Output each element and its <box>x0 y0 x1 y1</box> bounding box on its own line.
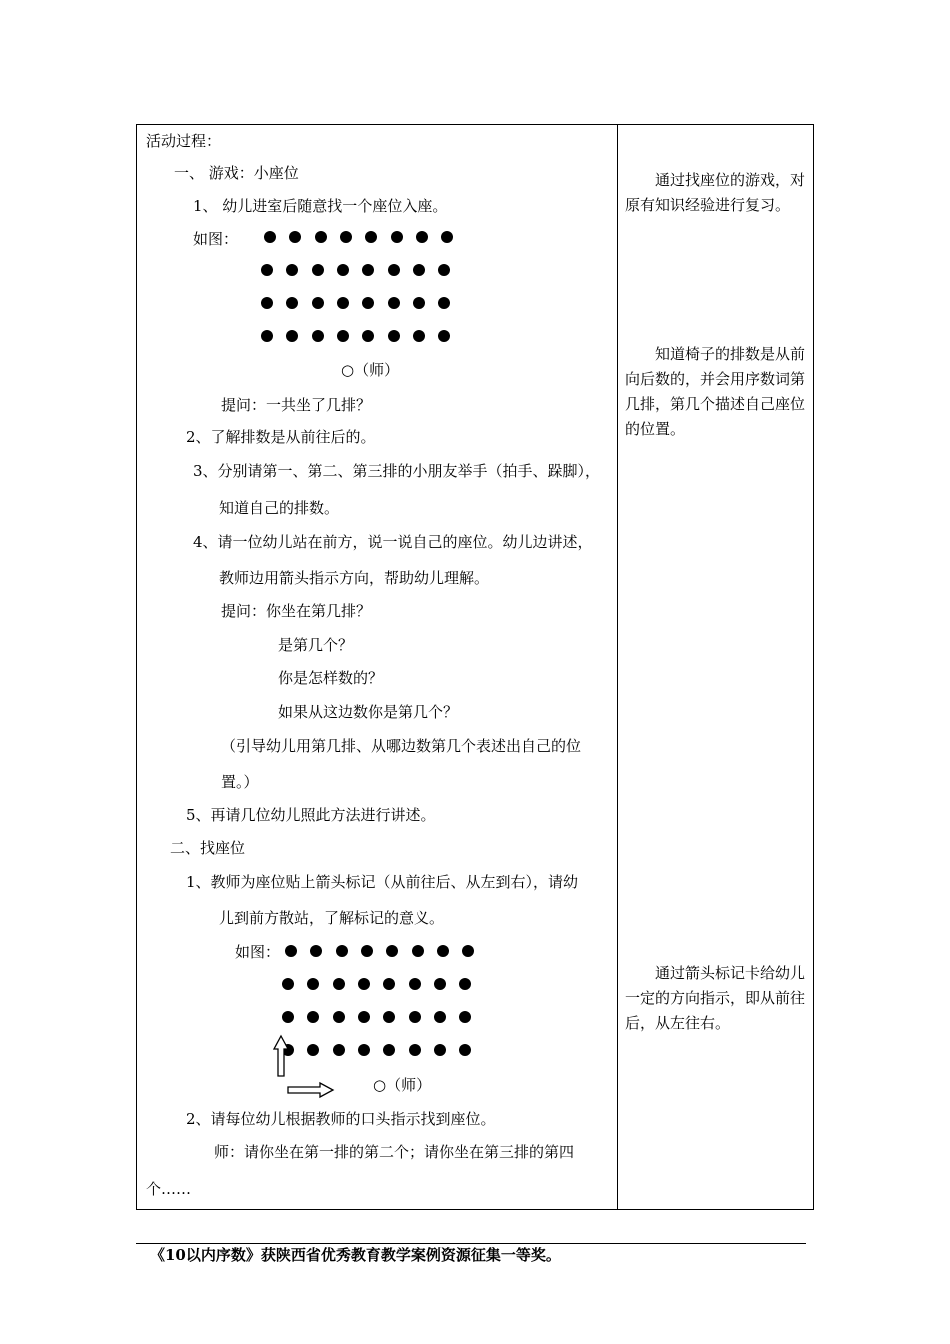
seat-dot <box>310 945 322 957</box>
s2-item2: 2、请每位幼儿根据教师的口头指示找到座位。 <box>186 1110 496 1128</box>
seat-dot <box>409 1044 421 1056</box>
seat-dot <box>388 330 400 342</box>
seat-dot <box>333 1044 345 1056</box>
seat-dot <box>307 1011 319 1023</box>
seat-dot <box>312 330 324 342</box>
note-review: 通过找座位的游戏，对原有知识经验进行复习。 <box>625 171 806 214</box>
seat-dot <box>437 945 449 957</box>
seat-dot <box>388 264 400 276</box>
seat-dot <box>383 1044 395 1056</box>
seat-dot <box>261 264 273 276</box>
s1-item3-line2: 知道自己的排数。 <box>219 499 340 517</box>
section1-title: 一、 游戏：小座位 <box>174 164 299 182</box>
footer-rule <box>136 1243 806 1244</box>
figure1-teacher: ○（师） <box>341 361 400 379</box>
up-arrow-icon <box>273 1035 289 1077</box>
seat-dot <box>416 231 428 243</box>
seat-dot <box>365 231 377 243</box>
seat-dot <box>261 330 273 342</box>
seat-dot <box>358 978 370 990</box>
seat-dot <box>264 231 276 243</box>
s1-item3-line1: 3、分别请第一、第二、第三排的小朋友举手（拍手、跺脚）， <box>193 462 601 480</box>
seat-dot <box>261 297 273 309</box>
seat-dot <box>388 297 400 309</box>
seat-dot <box>282 978 294 990</box>
right-arrow-icon <box>287 1082 335 1098</box>
seat-dot <box>337 330 349 342</box>
seat-dot <box>362 297 374 309</box>
seat-dot <box>336 945 348 957</box>
s1-item4-line2: 教师边用箭头指示方向，帮助幼儿理解。 <box>219 569 490 587</box>
note-direction: 通过箭头标记卡给幼儿一定的方向指示，即从前往后，从左往右。 <box>625 964 806 1032</box>
seat-dot <box>413 264 425 276</box>
seat-dot <box>438 297 450 309</box>
seat-dot <box>285 945 297 957</box>
seat-dot <box>409 1011 421 1023</box>
seat-dot <box>459 1044 471 1056</box>
s1-question1: 提问：一共坐了几排？ <box>221 396 372 414</box>
s1-question2-line2: 是第几个？ <box>278 636 354 654</box>
s2-item1-line1: 1、教师为座位贴上箭头标记（从前往后、从左到右），请幼 <box>186 873 579 891</box>
s2-item1-line2: 儿到前方散站，了解标记的意义。 <box>219 909 445 927</box>
lesson-table <box>136 124 814 1210</box>
seat-dot <box>386 945 398 957</box>
seat-dot <box>340 231 352 243</box>
s2-teacher-line2: 个…… <box>146 1180 192 1198</box>
s1-guide-line2: 置。） <box>221 773 259 791</box>
s2-teacher-line1: 师：请你坐在第一排的第二个；请你坐在第三排的第四 <box>214 1143 575 1161</box>
seat-dot <box>307 1044 319 1056</box>
seat-dot <box>312 297 324 309</box>
section2-title: 二、找座位 <box>170 839 246 857</box>
activity-heading: 活动过程： <box>146 132 222 150</box>
s1-question2-line1: 提问：你坐在第几排？ <box>221 602 372 620</box>
seat-dot <box>358 1044 370 1056</box>
s1-item5: 5、再请几位幼儿照此方法进行讲述。 <box>186 806 436 824</box>
seat-dot <box>337 264 349 276</box>
seat-dot <box>362 264 374 276</box>
seat-dot <box>434 978 446 990</box>
footer-award: 《10以内序数》获陕西省优秀教育教学案例资源征集一等奖。 <box>150 1246 561 1264</box>
seat-dot <box>333 1011 345 1023</box>
seat-dot <box>289 231 301 243</box>
seat-dot <box>438 264 450 276</box>
seat-dot <box>459 1011 471 1023</box>
seat-dot <box>282 1011 294 1023</box>
seat-dot <box>438 330 450 342</box>
seat-dot <box>337 297 349 309</box>
seat-dot <box>434 1044 446 1056</box>
seat-dot <box>413 297 425 309</box>
seat-dot <box>307 978 319 990</box>
s1-question2-line3: 你是怎样数的？ <box>278 669 384 687</box>
seat-dot <box>383 978 395 990</box>
seat-dot <box>412 945 424 957</box>
seat-dot <box>315 231 327 243</box>
figure1-label: 如图： <box>193 230 239 248</box>
seat-dot <box>286 297 298 309</box>
s1-item1: 1、 幼儿进室后随意找一个座位入座。 <box>193 197 448 215</box>
seat-dot <box>409 978 421 990</box>
note-ordinal: 知道椅子的排数是从前向后数的，并会用序数词第几排，第几个描述自己座位的位置。 <box>625 345 806 438</box>
seat-dot <box>333 978 345 990</box>
seat-dot <box>413 330 425 342</box>
seat-dot <box>434 1011 446 1023</box>
seat-dot <box>358 1011 370 1023</box>
figure2-label: 如图： <box>235 943 281 961</box>
seat-dot <box>286 264 298 276</box>
s1-question2-line4: 如果从这边数你是第几个？ <box>278 703 459 721</box>
seat-dot <box>312 264 324 276</box>
column-divider <box>617 125 618 1209</box>
seat-dot <box>441 231 453 243</box>
seat-dot <box>361 945 373 957</box>
s1-item4-line1: 4、请一位幼儿站在前方，说一说自己的座位。幼儿边讲述， <box>193 533 593 551</box>
seat-dot <box>286 330 298 342</box>
seat-dot <box>391 231 403 243</box>
s1-guide-line1: （引导幼儿用第几排、从哪边数第几个表述出自己的位 <box>221 737 582 755</box>
figure2-teacher: ○（师） <box>373 1076 432 1094</box>
seat-dot <box>383 1011 395 1023</box>
seat-dot <box>459 978 471 990</box>
s1-item2: 2、了解排数是从前往后的。 <box>186 428 376 446</box>
seat-dot <box>362 330 374 342</box>
seat-dot <box>462 945 474 957</box>
